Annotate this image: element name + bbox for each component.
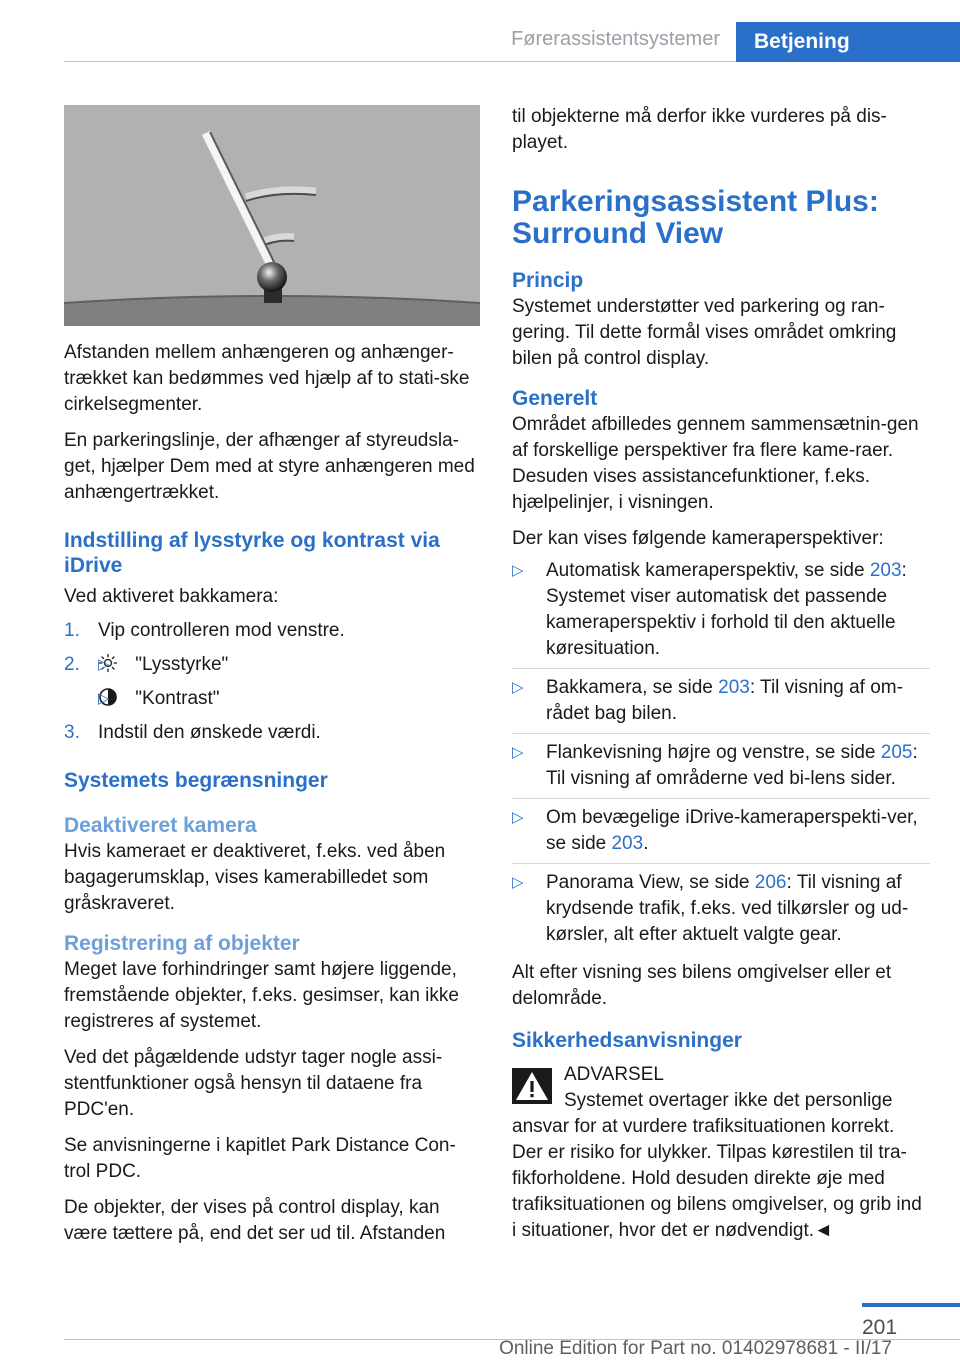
page-number: 201 [862,1316,898,1339]
paragraph: Området afbilledes gennem sammensætnin-gen af forskellige perspektiver fra flere kame-raer. Desuden vises assistancefunktioner, f.eks. hjælpelinjer, i visningen. [512,414,919,513]
triangle-bullet-icon: ▷ [512,809,524,826]
trailer-hitch-illustration [64,105,480,326]
step-number: 2. [64,654,80,675]
section-heading-limits: Systemets begrænsninger [64,769,328,792]
paragraph: Afstanden mellem anhængeren og anhænger-trækket kan bedømmes ved hjælp af to stati-ske cirkelsegmenter. [64,342,470,415]
step-number: 3. [64,722,80,743]
header-rule [64,61,736,62]
list-item [512,675,930,734]
list-item-text: Om bevægelige iDrive-kameraperspekti-ver, se side [546,807,918,854]
step-text: Vip controlleren mod venstre. [98,620,345,641]
page-reference-link[interactable]: 203 [718,677,750,698]
right-column [512,104,930,1254]
paragraph: De objekter, der vises på control display, kan være tættere på, end det ser ud til. Afstanden [64,1197,446,1244]
page-reference-link[interactable]: 205 [880,742,913,763]
triangle-bullet-icon: ▷ [98,656,110,673]
warning-triangle-icon [512,1068,552,1104]
camera-perspectives-list [512,558,930,954]
paragraph: Se anvisningerne i kapitlet Park Distance Con-trol PDC. [64,1135,456,1182]
list-item-text: Automatisk kameraperspektiv, se side [546,560,870,581]
list-item-text: Bakkamera, se side [546,677,719,698]
list-item-text: Flankevisning højre og venstre, se side [546,742,881,763]
sub-heading-general: Generelt [512,387,598,410]
paragraph: Systemet understøtter ved parkering og ran-gering. Til dette formål vises området omkring bilen på control display. [512,296,897,369]
triangle-bullet-icon: ▷ [98,690,110,707]
list-item [512,805,930,864]
paragraph: Meget lave forhindringer samt højere liggende, fremstående objekter, f.eks. gesimser, kan ikke registreres af systemet. [64,959,459,1032]
list-item-text: . [643,833,649,854]
paragraph: Der kan vises følgende kameraperspektiver: [512,528,884,549]
list-item [64,720,480,746]
warning-block [512,1062,930,1244]
sub-heading-deactivated-camera: Deaktiveret kamera [64,814,257,837]
list-item [64,618,480,644]
page-header [0,0,960,62]
paragraph: En parkeringslinje, der afhænger af styreudsla-get, hjælper Dem med at styre anhængeren med anhængertrækket. [64,430,475,503]
list-item [64,652,480,678]
list-item [64,686,480,712]
paragraph: Ved det pågældende udstyr tager nogle assi-stentfunktioner også hensyn til dataene fra PDC'en. [64,1047,443,1120]
main-heading-surround-view: Parkeringsassistent Plus: Surround View [512,185,879,250]
steps-list [64,618,480,746]
trailer-camera-figure [64,105,480,326]
list-item [512,870,930,954]
list-item [512,558,930,669]
sub-item-text: "Kontrast" [135,688,220,709]
sub-heading-safety: Sikkerhedsanvisninger [512,1029,742,1052]
sub-heading-object-registration: Registrering af objekter [64,932,300,955]
triangle-bullet-icon: ▷ [512,679,524,696]
sub-heading-principle: Princip [512,269,584,292]
warning-text-line: Systemet overtager ikke det personlige [564,1090,893,1111]
list-item-text: : Systemet viser automatisk det passende kameraperspektiv i forhold til den aktuelle køresituation. [546,560,907,659]
header-chapter-tab: Betjening [736,22,960,62]
list-item [512,740,930,799]
page-reference-link[interactable]: 203 [611,833,644,854]
sub-item-text: "Lysstyrke" [135,654,229,675]
footer-accent-bar [862,1303,960,1307]
edition-footer-text: Online Edition for Part no. 01402978681 - II/17 [499,1338,892,1359]
section-heading-brightness: Indstilling af lysstyrke og kontrast via iDrive [64,529,440,577]
step-number: 1. [64,620,80,641]
triangle-bullet-icon: ▷ [512,874,524,891]
list-item-text: Panorama View, se side [546,872,755,893]
page-reference-link[interactable]: 203 [869,560,902,581]
paragraph: til objekterne må derfor ikke vurderes på dis-playet. [512,106,887,153]
warning-text: ansvar for at vurdere trafiksituationen korrekt. Der er risiko for ulykker. Tilpas kørestilen til tra-fikforholdene. Hold desuden direkte øje med trafiksituationen og bilens omgivelser, og grib ind i situationer, hvor det er nødvendigt.◄ [512,1116,922,1241]
header-section-title: Førerassistentsystemer [511,28,720,50]
left-column [64,340,480,1257]
paragraph: Hvis kameraet er deaktiveret, f.eks. ved åben bagagerumsklap, vises kamerabilledet som gråskraveret. [64,841,446,914]
triangle-bullet-icon: ▷ [512,562,524,579]
paragraph: Alt efter visning ses bilens omgivelser eller et delområde. [512,962,892,1009]
triangle-bullet-icon: ▷ [512,744,524,761]
page-reference-link[interactable]: 206 [754,872,787,893]
paragraph: Ved aktiveret bakkamera: [64,586,279,607]
sub-list [64,652,480,712]
list-item [64,652,480,712]
warning-label: ADVARSEL [564,1064,664,1085]
step-text: Indstil den ønskede værdi. [98,722,321,743]
list-item-text: : Til visning af områderne ved bi-lens sider. [546,742,918,789]
list-item-text: : Til visning af om-rådet bag bilen. [546,677,903,724]
list-item-text: : Til visning af krydsende trafik, f.eks. ved tilkørsler og ud-kørsler, alt efter aktuelt valgte gear. [546,872,909,945]
